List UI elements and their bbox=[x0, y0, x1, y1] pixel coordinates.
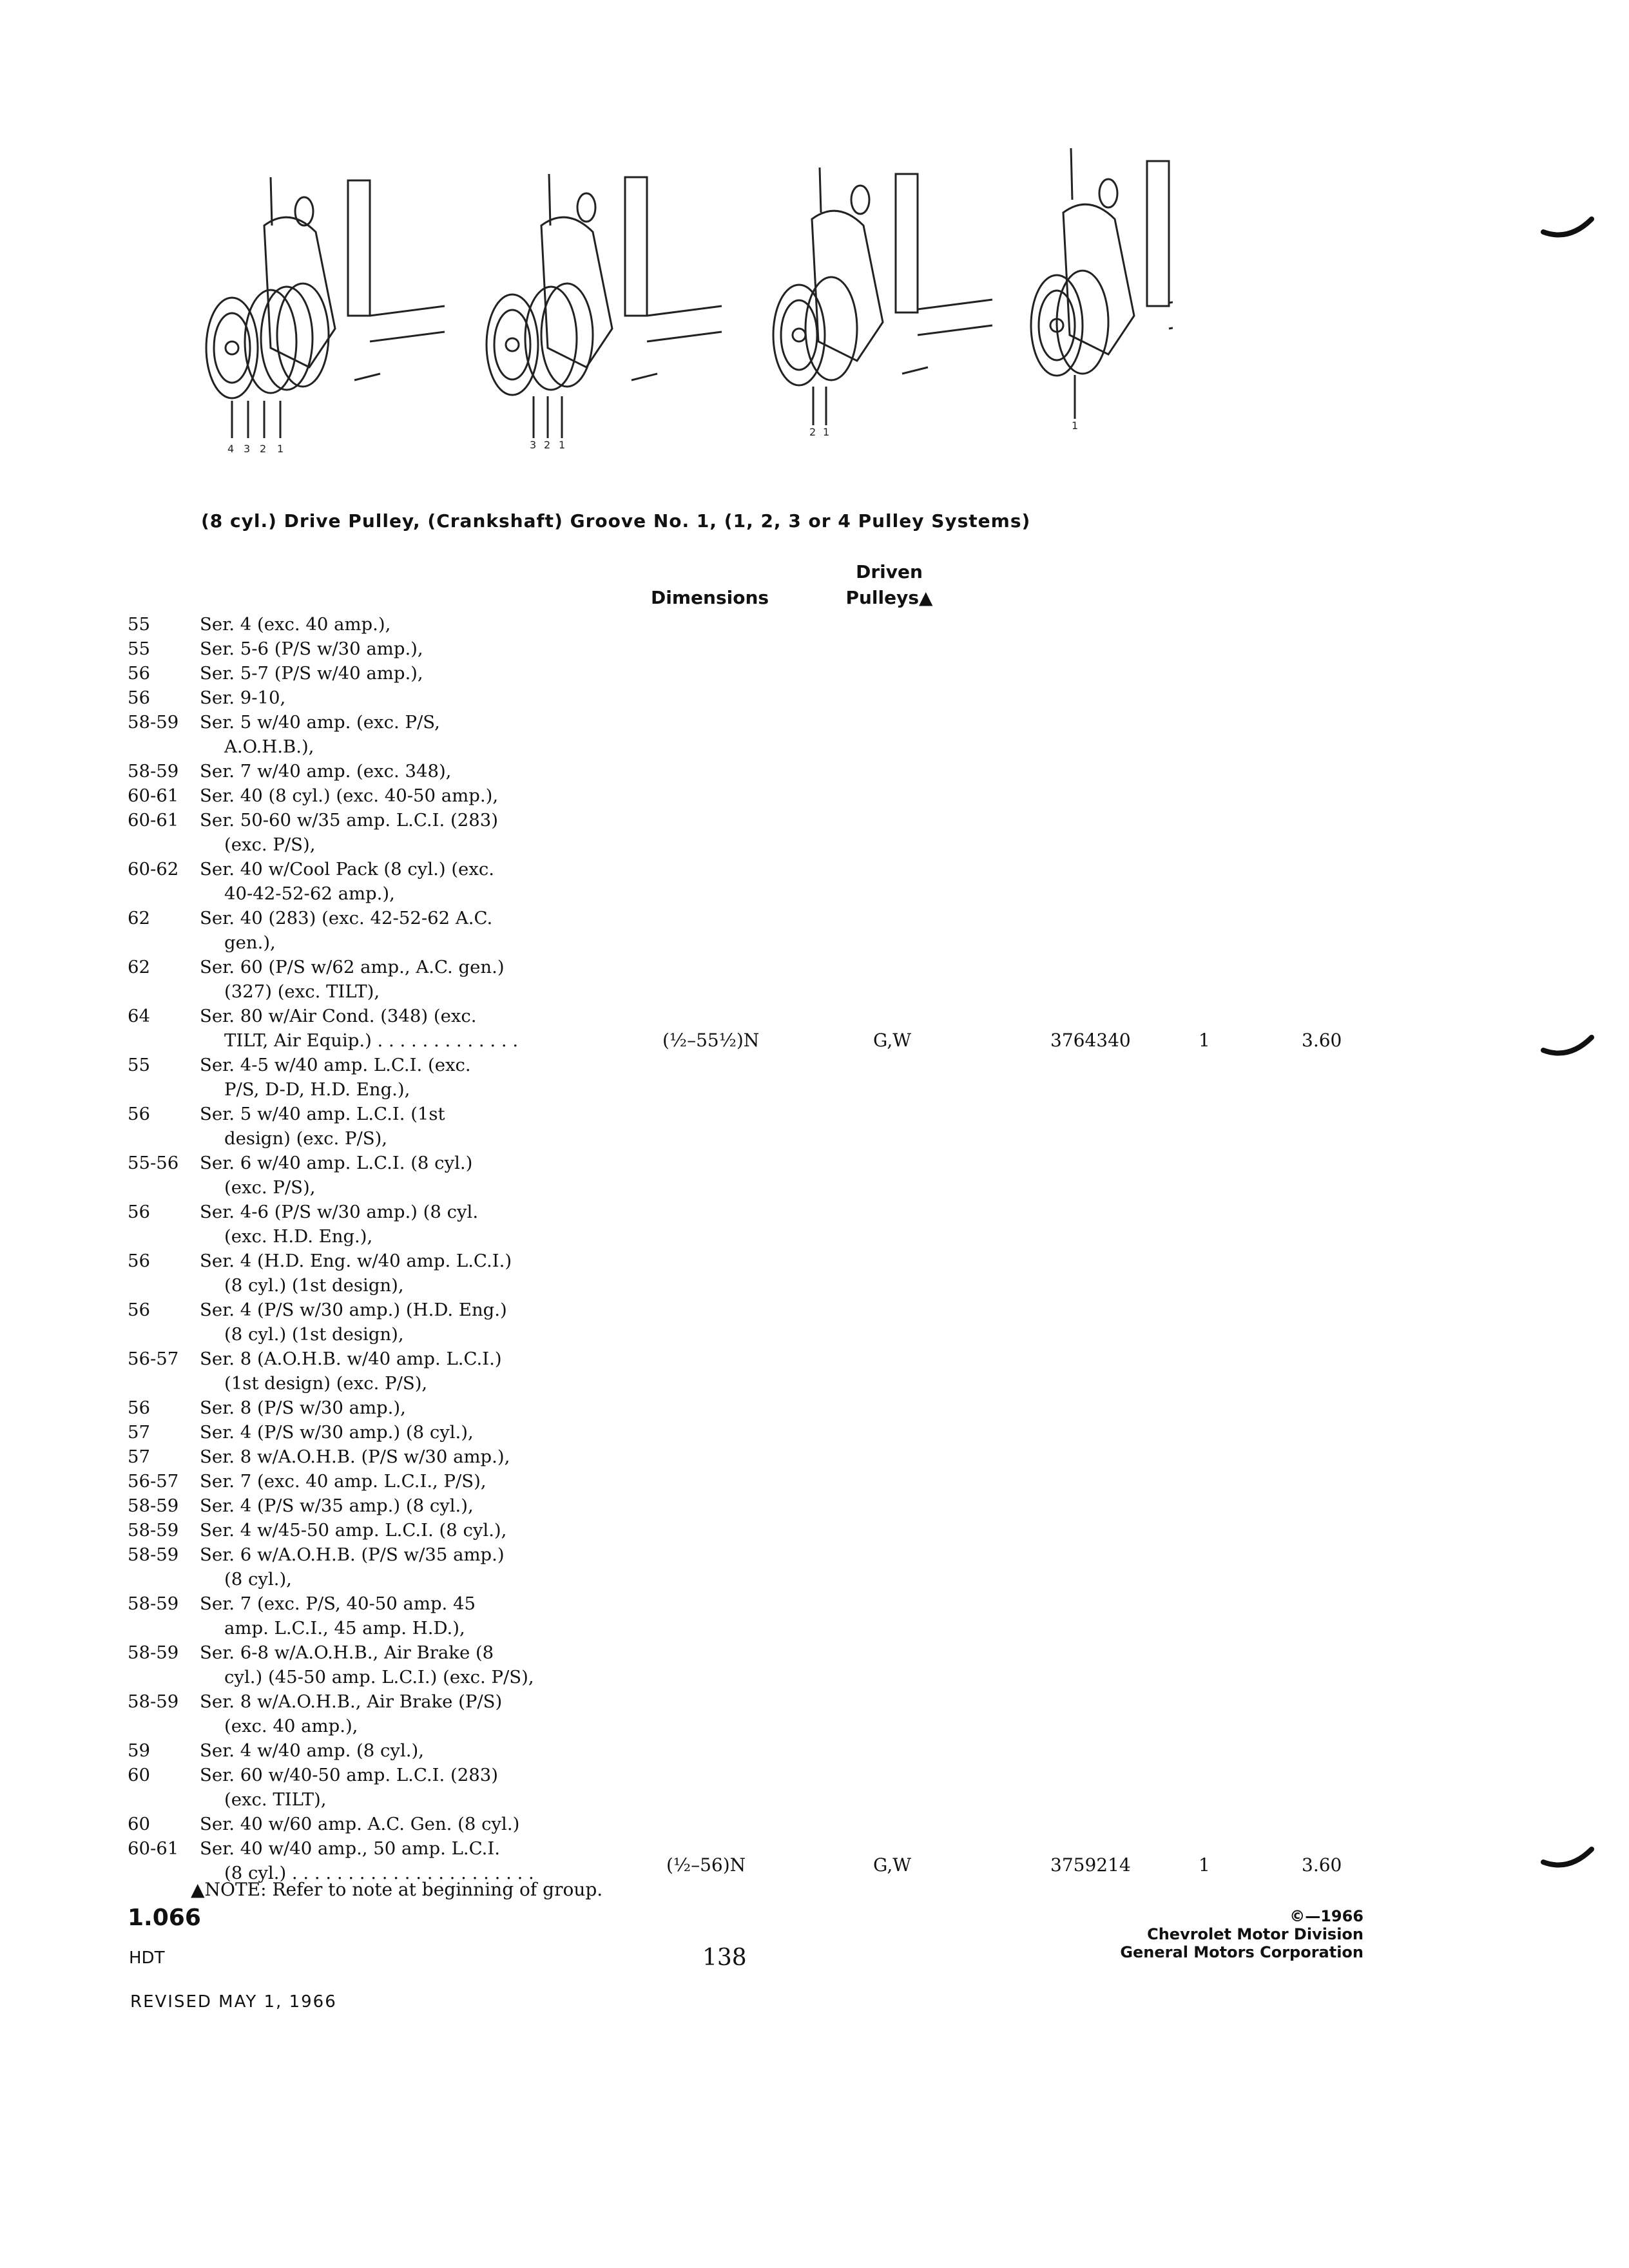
catalog-code: HDT bbox=[129, 1948, 165, 1968]
callout-label: 4 bbox=[227, 443, 235, 455]
list-item bbox=[128, 1689, 772, 1738]
column-header-dimensions: Dimensions bbox=[651, 587, 769, 608]
description-line: (exc. TILT), bbox=[224, 1789, 327, 1810]
description-line: (exc. P/S), bbox=[224, 834, 316, 855]
description-line: (exc. P/S), bbox=[224, 1177, 316, 1198]
list-item bbox=[128, 1812, 772, 1836]
list-item bbox=[128, 1347, 772, 1396]
application-description bbox=[200, 1200, 772, 1249]
model-year: 58-59 bbox=[128, 1544, 179, 1565]
application-description bbox=[200, 1396, 772, 1420]
model-year: 58-59 bbox=[128, 1593, 179, 1614]
page-number: 138 bbox=[702, 1945, 747, 1971]
list-item bbox=[128, 1591, 772, 1640]
model-year: 58-59 bbox=[128, 1691, 179, 1712]
description-line: Ser. 5 w/40 amp. L.C.I. (1st bbox=[200, 1104, 445, 1124]
model-year: 56 bbox=[128, 687, 150, 708]
copyright-block bbox=[1120, 1907, 1364, 1961]
callout-label: 1 bbox=[1072, 419, 1079, 432]
application-description bbox=[200, 1542, 772, 1591]
description-line: cyl.) (45-50 amp. L.C.I.) (exc. P/S), bbox=[224, 1667, 534, 1687]
description-line: Ser. 40 w/60 amp. A.C. Gen. (8 cyl.) bbox=[200, 1814, 520, 1834]
model-year: 55-56 bbox=[128, 1153, 179, 1173]
list-item bbox=[128, 1298, 772, 1347]
binding-mark bbox=[1540, 1024, 1598, 1063]
callout-label: 1 bbox=[559, 439, 566, 451]
description-line: Ser. 5 w/40 amp. (exc. P/S, bbox=[200, 712, 440, 733]
description-line: Ser. 6-8 w/A.O.H.B., Air Brake (8 bbox=[200, 1642, 494, 1663]
description-line: Ser. 40 (283) (exc. 42-52-62 A.C. bbox=[200, 908, 493, 928]
application-description bbox=[200, 661, 772, 686]
description-line: amp. L.C.I., 45 amp. H.D.), bbox=[224, 1618, 465, 1639]
division-name: Chevrolet Motor Division bbox=[1147, 1925, 1364, 1943]
list-item bbox=[128, 1053, 772, 1102]
description-line: Ser. 6 w/40 amp. L.C.I. (8 cyl.) bbox=[200, 1153, 473, 1173]
description-line: Ser. 60 w/40-50 amp. L.C.I. (283) bbox=[200, 1765, 498, 1785]
part-quantity: 1 bbox=[1199, 1854, 1210, 1876]
list-item bbox=[128, 1445, 772, 1469]
list-item bbox=[128, 1640, 772, 1689]
model-year: 57 bbox=[128, 1446, 150, 1467]
description-line: Ser. 4 w/40 amp. (8 cyl.), bbox=[200, 1740, 424, 1761]
pulley-system-3-groove bbox=[487, 174, 722, 438]
model-year: 55 bbox=[128, 614, 150, 635]
list-item bbox=[128, 637, 772, 661]
part-number: 3759214 bbox=[1050, 1854, 1131, 1876]
application-description bbox=[200, 1151, 772, 1200]
description-line: Ser. 4 (exc. 40 amp.), bbox=[200, 614, 391, 635]
application-description bbox=[200, 1738, 772, 1763]
pulley-system-1-groove bbox=[1031, 148, 1173, 419]
application-description bbox=[200, 1102, 772, 1151]
list-item bbox=[128, 686, 772, 710]
application-description bbox=[200, 1591, 772, 1640]
application-description bbox=[200, 1689, 772, 1738]
revision-date: REVISED MAY 1, 1966 bbox=[130, 1992, 337, 2012]
model-year: 56-57 bbox=[128, 1349, 179, 1369]
description-line: Ser. 5-6 (P/S w/30 amp.), bbox=[200, 639, 423, 659]
pulley-system-4-groove bbox=[206, 177, 445, 438]
description-line: (exc. 40 amp.), bbox=[224, 1716, 358, 1736]
description-line: Ser. 80 w/Air Cond. (348) (exc. bbox=[200, 1006, 477, 1026]
pulley-system-2-groove bbox=[773, 168, 992, 425]
application-description bbox=[200, 710, 772, 759]
description-line: (327) (exc. TILT), bbox=[224, 981, 380, 1002]
application-description bbox=[200, 1640, 772, 1689]
list-item bbox=[128, 857, 772, 906]
list-item bbox=[128, 1542, 772, 1591]
description-line: A.O.H.B.), bbox=[224, 736, 314, 757]
description-line: Ser. 4 w/45-50 amp. L.C.I. (8 cyl.), bbox=[200, 1520, 507, 1541]
list-item bbox=[128, 1518, 772, 1542]
application-description bbox=[200, 1053, 772, 1102]
description-line: Ser. 40 w/Cool Pack (8 cyl.) (exc. bbox=[200, 859, 494, 879]
application-description bbox=[200, 1347, 772, 1396]
application-description bbox=[200, 1812, 772, 1836]
model-year: 56 bbox=[128, 1251, 150, 1271]
model-year: 60-62 bbox=[128, 859, 179, 879]
description-line: Ser. 9-10, bbox=[200, 687, 286, 708]
description-line: Ser. 7 (exc. 40 amp. L.C.I., P/S), bbox=[200, 1471, 487, 1492]
description-line: Ser. 8 (A.O.H.B. w/40 amp. L.C.I.) bbox=[200, 1349, 502, 1369]
application-description bbox=[200, 686, 772, 710]
part-price: 3.60 bbox=[1302, 1854, 1342, 1876]
description-line: (exc. H.D. Eng.), bbox=[224, 1226, 373, 1247]
application-description bbox=[200, 808, 772, 857]
description-line: Ser. 60 (P/S w/62 amp., A.C. gen.) bbox=[200, 957, 505, 977]
callout-label: 3 bbox=[244, 443, 251, 455]
callout-label: 2 bbox=[809, 426, 816, 438]
description-line: (8 cyl.) . . . . . . . . . . . . . . . . . . . . . . bbox=[224, 1863, 534, 1883]
description-line: Ser. 4 (H.D. Eng. w/40 amp. L.C.I.) bbox=[200, 1251, 512, 1271]
description-line: Ser. 5-7 (P/S w/40 amp.), bbox=[200, 663, 423, 684]
column-header-driven-pulleys bbox=[838, 559, 941, 611]
model-year: 56 bbox=[128, 663, 150, 684]
list-item bbox=[128, 661, 772, 686]
application-description bbox=[200, 955, 772, 1004]
model-year: 56-57 bbox=[128, 1471, 179, 1492]
description-line: design) (exc. P/S), bbox=[224, 1128, 388, 1149]
model-year: 56 bbox=[128, 1300, 150, 1320]
description-line: Ser. 8 (P/S w/30 amp.), bbox=[200, 1398, 406, 1418]
section-heading: (8 cyl.) Drive Pulley, (Crankshaft) Groove No. 1, (1, 2, 3 or 4 Pulley Systems) bbox=[201, 510, 1031, 532]
part-driven-pulleys: G,W bbox=[873, 1030, 912, 1051]
list-item bbox=[128, 1200, 772, 1249]
binding-mark bbox=[1540, 206, 1598, 245]
callout-label: 3 bbox=[530, 439, 537, 451]
description-line: Ser. 7 w/40 amp. (exc. 348), bbox=[200, 761, 452, 782]
part-quantity: 1 bbox=[1199, 1030, 1210, 1051]
list-item bbox=[128, 1249, 772, 1298]
callout-label: 2 bbox=[544, 439, 551, 451]
list-item bbox=[128, 1763, 772, 1812]
list-item bbox=[128, 1494, 772, 1518]
application-description bbox=[200, 1518, 772, 1542]
description-line: Ser. 6 w/A.O.H.B. (P/S w/35 amp.) bbox=[200, 1544, 505, 1565]
list-item bbox=[128, 759, 772, 783]
list-item bbox=[128, 1469, 772, 1494]
description-line: Ser. 4 (P/S w/30 amp.) (8 cyl.), bbox=[200, 1422, 474, 1443]
application-description bbox=[200, 1494, 772, 1518]
part-dimensions: (½–55½)N bbox=[662, 1030, 760, 1051]
description-line: Ser. 50-60 w/35 amp. L.C.I. (283) bbox=[200, 810, 498, 831]
part-driven-pulleys: G,W bbox=[873, 1854, 912, 1876]
list-item bbox=[128, 612, 772, 637]
list-item bbox=[128, 1738, 772, 1763]
application-description bbox=[200, 612, 772, 637]
callout-label: 2 bbox=[260, 443, 267, 455]
application-description bbox=[200, 857, 772, 906]
description-line: (1st design) (exc. P/S), bbox=[224, 1373, 428, 1394]
part-price: 3.60 bbox=[1302, 1030, 1342, 1051]
list-item bbox=[128, 1420, 772, 1445]
model-year: 56 bbox=[128, 1104, 150, 1124]
application-list bbox=[128, 612, 772, 1885]
application-description bbox=[200, 1763, 772, 1812]
description-line: Ser. 8 w/A.O.H.B. (P/S w/30 amp.), bbox=[200, 1446, 510, 1467]
copyright: ©—1966 bbox=[1289, 1907, 1364, 1925]
model-year: 60-61 bbox=[128, 1838, 179, 1859]
list-item bbox=[128, 1151, 772, 1200]
description-line: Ser. 4 (P/S w/35 amp.) (8 cyl.), bbox=[200, 1495, 474, 1516]
part-number: 3764340 bbox=[1050, 1030, 1131, 1051]
description-line: Ser. 40 (8 cyl.) (exc. 40-50 amp.), bbox=[200, 785, 499, 806]
list-item bbox=[128, 1102, 772, 1151]
model-year: 58-59 bbox=[128, 1520, 179, 1541]
model-year: 64 bbox=[128, 1006, 150, 1026]
description-line: TILT, Air Equip.) . . . . . . . . . . . . . bbox=[224, 1030, 519, 1051]
model-year: 58-59 bbox=[128, 761, 179, 782]
model-year: 59 bbox=[128, 1740, 150, 1761]
list-item bbox=[128, 783, 772, 808]
model-year: 56 bbox=[128, 1398, 150, 1418]
description-line: Ser. 4-6 (P/S w/30 amp.) (8 cyl. bbox=[200, 1202, 479, 1222]
corporation-name: General Motors Corporation bbox=[1120, 1943, 1364, 1961]
callout-label: 1 bbox=[823, 426, 830, 438]
callout-label: 1 bbox=[277, 443, 284, 455]
application-description bbox=[200, 906, 772, 955]
application-description bbox=[200, 1249, 772, 1298]
application-description bbox=[200, 1420, 772, 1445]
description-line: Ser. 40 w/40 amp., 50 amp. L.C.I. bbox=[200, 1838, 500, 1859]
model-year: 60 bbox=[128, 1765, 150, 1785]
model-year: 55 bbox=[128, 639, 150, 659]
description-line: Ser. 4 (P/S w/30 amp.) (H.D. Eng.) bbox=[200, 1300, 507, 1320]
description-line: Ser. 8 w/A.O.H.B., Air Brake (P/S) bbox=[200, 1691, 503, 1712]
list-item bbox=[128, 808, 772, 857]
model-year: 60 bbox=[128, 1814, 150, 1834]
model-year: 62 bbox=[128, 957, 150, 977]
application-description bbox=[200, 1445, 772, 1469]
description-line: (8 cyl.) (1st design), bbox=[224, 1324, 404, 1345]
application-description bbox=[200, 783, 772, 808]
model-year: 56 bbox=[128, 1202, 150, 1222]
model-year: 58-59 bbox=[128, 712, 179, 733]
description-line: (8 cyl.), bbox=[224, 1569, 292, 1590]
description-line: 40-42-52-62 amp.), bbox=[224, 883, 395, 904]
column-header-line: Pulleys▲ bbox=[845, 587, 933, 608]
description-line: Ser. 4-5 w/40 amp. L.C.I. (exc. bbox=[200, 1055, 471, 1075]
footnote: ▲NOTE: Refer to note at beginning of group. bbox=[191, 1879, 603, 1900]
model-year: 62 bbox=[128, 908, 150, 928]
model-year: 55 bbox=[128, 1055, 150, 1075]
part-dimensions: (½–56)N bbox=[666, 1854, 746, 1876]
model-year: 60-61 bbox=[128, 810, 179, 831]
model-year: 60-61 bbox=[128, 785, 179, 806]
column-header-line: Driven bbox=[856, 561, 923, 582]
description-line: Ser. 7 (exc. P/S, 40-50 amp. 45 bbox=[200, 1593, 476, 1614]
description-line: (8 cyl.) (1st design), bbox=[224, 1275, 404, 1296]
description-line: gen.), bbox=[224, 932, 276, 953]
list-item bbox=[128, 1396, 772, 1420]
application-description bbox=[200, 1298, 772, 1347]
list-item bbox=[128, 955, 772, 1004]
page-code: 1.066 bbox=[128, 1905, 201, 1931]
pulley-illustrations bbox=[161, 135, 1173, 470]
binding-mark bbox=[1540, 1836, 1598, 1875]
description-line: P/S, D-D, H.D. Eng.), bbox=[224, 1079, 410, 1100]
model-year: 58-59 bbox=[128, 1495, 179, 1516]
application-description bbox=[200, 1469, 772, 1494]
application-description bbox=[200, 637, 772, 661]
model-year: 57 bbox=[128, 1422, 150, 1443]
list-item bbox=[128, 906, 772, 955]
list-item bbox=[128, 710, 772, 759]
model-year: 58-59 bbox=[128, 1642, 179, 1663]
application-description bbox=[200, 759, 772, 783]
